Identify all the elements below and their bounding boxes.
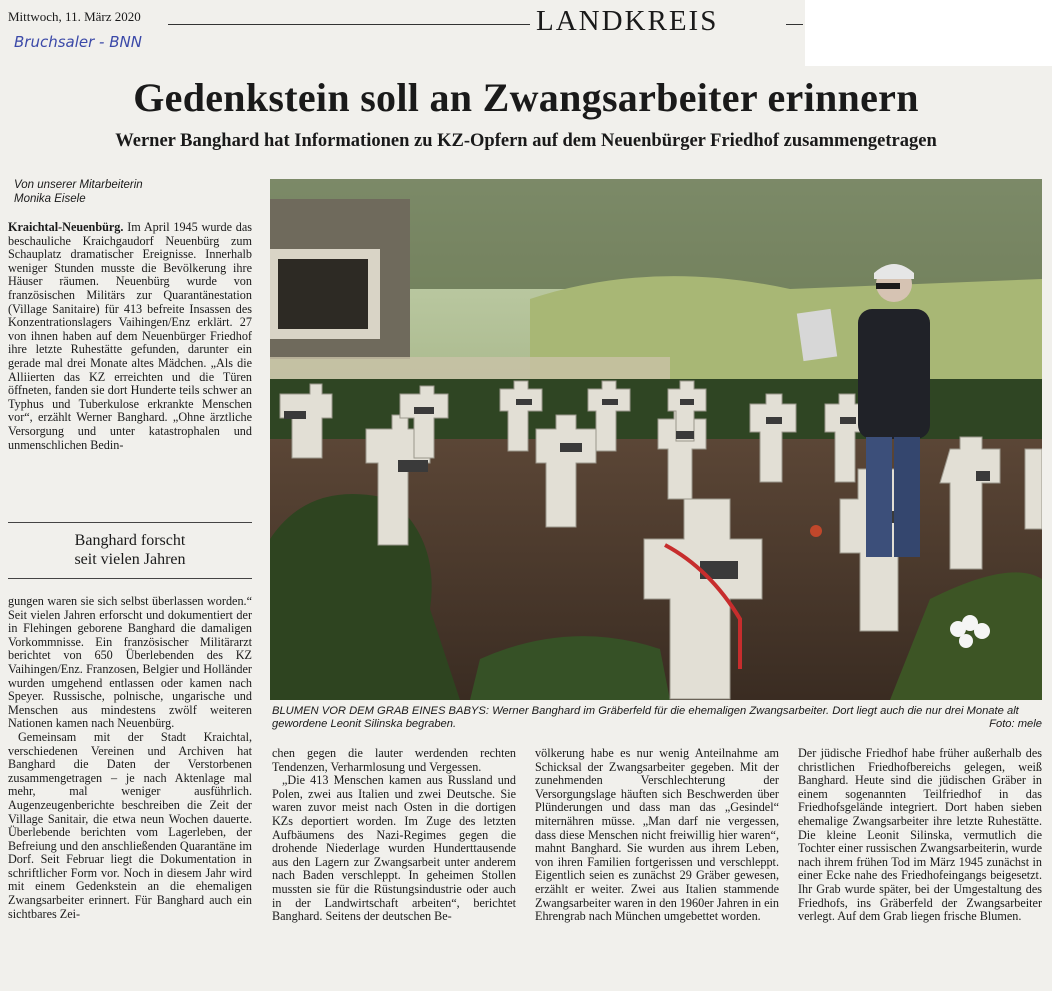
caption-text: BLUMEN VOR DEM GRAB EINES BABYS: Werner Banghard im Gräberfeld für die ehemaligen Zwangsarbeiter. Dort liegt auch die nur drei Monate alt gewordene Leonit Silinska begraben. <box>272 705 1019 730</box>
cemetery-photo <box>270 179 1042 700</box>
paragraph: Der jüdische Friedhof habe früher außerhalb des christlichen Friedhofbereichs gelegen, weiß Banghard. Heute sind die jüdischen Gräber in einem sogenannten Teilfriedhof in das Friedhofsgelände integriert. Dort haben sieben ehemalige Zwangsarbeiter ihre letzte Ruhestätte. Die kleine Leonit Silinska, vermutlich die Tochter einer russischen Zwangsarbeiterin, wurde nach ihrem frühen Tod im März 1945 zunächst in einer Ecke nahe des Friedhofeingangs beigesetzt. Ihr Grab wurde später, bei der Umgestaltung des Friedhofs, ins Gräberfeld der Zwangsarbeiter verlegt. Auf dem Grab liegen frische Blumen. <box>798 746 1042 924</box>
header-rule <box>168 24 530 25</box>
paragraph: Gemeinsam mit der Stadt Kraichtal, verschiedenen Vereinen und Archiven hat Banghard die Daten der Verstorbenen zusammengetragen – je nach Aktenlage mal mehr, mal weniger ausführlich. Augenzeugenberichte beschreiben die Zeit der Village Sanitair, die etwa neun Wochen dauerte. Überlebende berichten vom Lagerleben, der Befreiung und den anschließenden Quarantäne im Dorf. Seit Februar liegt die Dokumentation in schriftlicher Form vor. Noch in diesem Jahr wird mit einem Gedenkstein an die ehemaligen Zwangsarbeiter erinnert. Für Banghard auch ein sichtbares Zei- <box>8 729 252 921</box>
dateline: Kraichtal-Neuenbürg. <box>8 220 124 234</box>
photo-credit: Foto: mele <box>989 718 1042 730</box>
article-subheadline: Werner Banghard hat Informationen zu KZ-Opfern auf dem Neuenbürger Friedhof zusammengetragen <box>115 131 937 151</box>
intertitle-box <box>8 522 252 579</box>
section-title: LANDKREIS <box>536 5 719 37</box>
paragraph: völkerung habe es nur wenig Anteilnahme am Schicksal der Zwangsarbeiter gegeben. Mit der zunehmenden Verschlechterung der Versorgungslage häuften sich Beschwerden über Plünderungen und dass man das „Gesindel“ miternähren müsse. „Man darf nie vergessen, dass diese Menschen nicht freiwillig hier waren“, mahnt Banghard. Sie wurden aus ihrem Leben, von ihren Familien fortgerissen und verschleppt. Eigentlich seien es zunächst 29 Gräber gewesen, erzählt er weiter. Zwei aus Italien stammende Zwangsarbeiter waren in den 1960er Jahren in ein Ehrengrab nach München umgebettet worden. <box>535 746 779 924</box>
paragraph: „Die 413 Menschen kamen aus Russland und Polen, zwei aus Italien und zwei Deutsche. Sie waren zuvor meist nach Osten in die dortigen KZs deportiert worden. Im Zuge des letzten Aufbäumens des Nazi-Regimes gegen die drohende Niederlage wurden Hunderttausende aus den Lagern zur Zwangsarbeit unter anderem nach Baden verschleppt. In geheimen Stollen mussten sie für die Rüstungsindustrie oder auch in der Landwirtschaft arbeiten“, berichtet Banghard. Seitens der deutschen Be- <box>272 773 516 924</box>
paragraph: chen gegen die lauter werdenden rechten Tendenzen, Verharmlosung und Vergessen. <box>272 746 516 774</box>
paragraph: gungen waren sie sich selbst überlassen worden.“ Seit vielen Jahren erforscht und dokumentiert der in Flehingen geborene Banghard die damaligen Vorkommnisse. Ein französischer Militärarzt berichtet von 650 Überlebenden des KZ Vaihingen/Enz. Franzosen, Belgier und Holländer wurden umgehend entlassen oder kamen nach Speyer. Russische, polnische, ungarische und Menschen aus mindestens zwölf weiteren Nationen kamen nach Neuenbürg. <box>8 594 252 731</box>
paragraph: Im April 1945 wurde das beschauliche Kraichgaudorf Neuenbürg zum Schauplatz dramatischer Ereignisse. Innerhalb weniger Stunden musste die Bevölkerung ihre Häuser räumen. Neuenbürg wurde von französischen Militärs zur Quarantänestation (Village Sanitaire) für 413 befreite Insassen des Konzentrationslagers Vaihingen/Enz erklärt. 27 von ihnen haben auf dem Neuenbürger Friedhof ihre letzte Ruhestätte gefunden, darunter ein gerade mal drei Monate altes Mädchen. „Als die Alliierten das KZ erreichten und die Türen öffneten, fanden sie dort Hunderte teils schwer an Typhus und Tuberkulose erkrankte Menschen vor“, erzählt Werner Banghard. „Ohne ärztliche Versorgung und unter katastrophalen und unmenschlichen Bedin- <box>8 220 252 452</box>
article-headline: Gedenkstein soll an Zwangsarbeiter erinnern <box>133 75 919 120</box>
header-rule-right <box>786 24 803 25</box>
issue-date: Mittwoch, 11. März 2020 <box>8 9 141 24</box>
page-crop-margin <box>805 0 1052 66</box>
byline <box>14 178 143 206</box>
intertitle-line-2: seit vielen Jahren <box>74 551 186 568</box>
handwritten-source-note: Bruchsaler - BNN <box>14 33 142 51</box>
article-column-4 <box>798 747 1042 924</box>
article-column-2 <box>272 747 516 924</box>
article-column-1-continued <box>8 595 252 921</box>
byline-line-1: Von unserer Mitarbeiterin <box>14 179 143 191</box>
article-column-3 <box>535 747 779 924</box>
byline-author: Monika Eisele <box>14 193 86 205</box>
intertitle-line-1: Banghard forscht <box>74 532 186 549</box>
article-column-1 <box>8 221 252 452</box>
photo-caption <box>272 705 1042 731</box>
photo-image <box>270 179 1042 700</box>
